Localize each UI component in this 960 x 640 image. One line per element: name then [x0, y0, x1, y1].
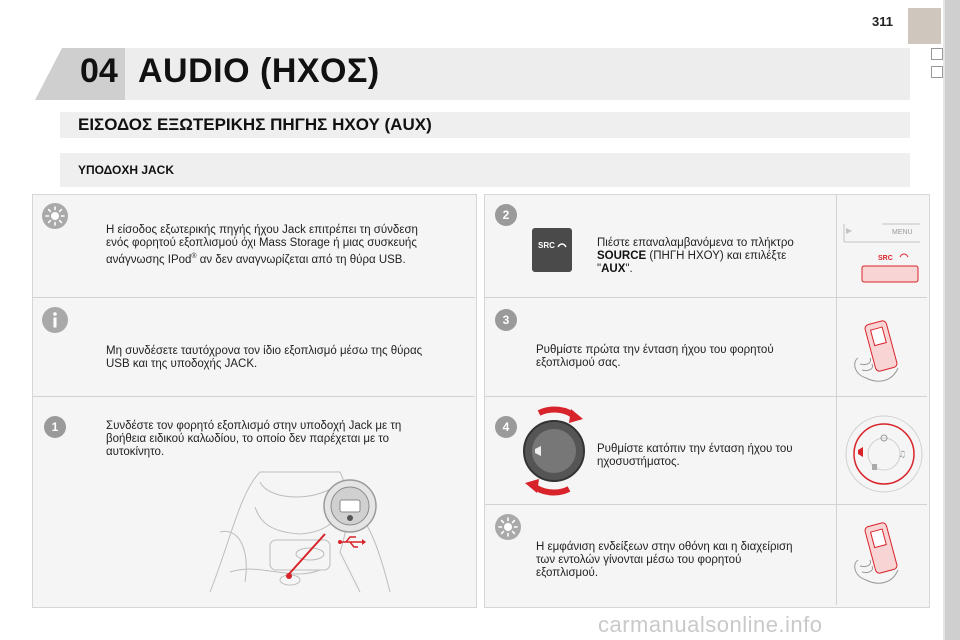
- page-edge-highlight: [943, 0, 945, 640]
- watermark: carmanualsonline.info: [598, 612, 823, 637]
- subsection-title: ΥΠΟΔΟΧΗ JACK: [78, 163, 174, 177]
- right-divider: [485, 396, 927, 397]
- right-divider: [485, 297, 927, 298]
- info-icon: [42, 307, 68, 333]
- tip1-line: ενός φορητού εξοπλισμού όχι Mass Storage ή μιας συσκευής: [106, 237, 417, 249]
- step-badge: 3: [495, 309, 517, 331]
- registered-mark: ®: [191, 253, 197, 260]
- volume-knob-icon: [517, 405, 591, 497]
- step1-line: βοήθεια ειδικού καλωδίου, το οποίο δεν παρέχεται με το: [106, 433, 390, 445]
- step4-line: ηχοσυστήματος.: [597, 456, 680, 468]
- jack-connector-zoom: [322, 478, 378, 534]
- menu-label: MENU: [892, 229, 913, 236]
- left-divider: [33, 297, 475, 298]
- step1-line: αυτοκίνητο.: [106, 446, 165, 458]
- step3-text: [536, 344, 831, 370]
- step2-text-part: (ΠΗΓΗ ΗΧΟΥ) και επιλέξτε: [646, 250, 787, 262]
- subsection-band: [60, 153, 910, 187]
- tip2-text: [536, 541, 831, 580]
- tip1-line: [106, 250, 466, 267]
- info-line: USB και της υποδοχής JACK.: [106, 358, 258, 370]
- step-badge: 1: [44, 416, 66, 438]
- chapter-title: AUDIO (ΗΧΟΣ): [138, 52, 380, 90]
- left-divider: [33, 396, 475, 397]
- step3-line: Ρυθμίστε πρώτα την ένταση ήχου του φορητού: [536, 344, 774, 356]
- step1-text: [106, 420, 466, 459]
- info-text: [106, 345, 466, 371]
- step4-line: Ρυθμίστε κατόπιν την ένταση ήχου του: [597, 443, 793, 455]
- aux-keyword: AUX: [601, 263, 626, 275]
- chapter-number: 04: [80, 52, 118, 90]
- tip2-line: εξοπλισμού.: [536, 567, 599, 579]
- step2-line: [597, 250, 832, 263]
- hand-device-icon: [848, 520, 912, 592]
- tip1-line: Η είσοδος εξωτερικής πηγής ήχου Jack επιτρέπει τη σύνδεση: [106, 224, 418, 236]
- corner-square-icon: [931, 48, 943, 60]
- tip1-text: [106, 224, 466, 267]
- step-badge: 4: [495, 416, 517, 438]
- tip2-line: των εντολών γίνονται μέσω του φορητού: [536, 554, 742, 566]
- right-divider: [485, 504, 927, 505]
- step1-line: Συνδέστε τον φορητό εξοπλισμό στην υποδοχή Jack με τη: [106, 420, 402, 432]
- light-tip-icon: [495, 514, 521, 540]
- step2-line: [597, 263, 832, 276]
- quote-mark: ": [597, 263, 602, 275]
- tip1-text-part: αν δεν αναγνωρίζεται από τη θύρα USB.: [196, 253, 406, 266]
- phone-icon: [557, 241, 567, 249]
- hand-device-icon: [848, 318, 912, 390]
- step2-line: Πιέστε επαναλαμβανόμενα το πλήκτρο: [597, 237, 794, 249]
- right-vertical-divider: [836, 195, 837, 605]
- page-tab: [908, 8, 941, 44]
- source-keyword: SOURCE: [597, 250, 647, 262]
- radio-dial-sketch: [840, 410, 924, 496]
- step4-text: [597, 443, 832, 469]
- corner-square-icon: [931, 66, 943, 78]
- src-button-icon: [532, 228, 572, 272]
- step3-line: εξοπλισμού σας.: [536, 357, 621, 369]
- page-number: 311: [872, 14, 893, 29]
- info-line: Μη συνδέσετε ταυτόχρονα τον ίδιο εξοπλισμό μέσω της θύρας: [106, 345, 423, 357]
- section-title: ΕΙΣΟΔΟΣ ΕΞΩΤΕΡΙΚΗΣ ΠΗΓΗΣ ΗΧΟΥ (AUX): [78, 115, 432, 134]
- light-tip-icon: [42, 203, 68, 229]
- control-panel-sketch: [842, 222, 922, 284]
- tip2-line: Η εμφάνιση ενδείξεων στην οθόνη και η διαχείριση: [536, 541, 793, 553]
- tip1-text-part: ανάγνωσης IPod: [106, 253, 192, 266]
- step-badge: 2: [495, 204, 517, 226]
- usb-symbol-icon: [338, 533, 366, 551]
- page-edge-strip: [943, 0, 960, 640]
- src-button-label: SRC: [538, 241, 555, 250]
- step2-text: [597, 237, 832, 276]
- quote-mark: ".: [625, 263, 633, 275]
- music-note-icon: ♫: [898, 450, 907, 460]
- src-label-highlight: SRC: [878, 255, 893, 262]
